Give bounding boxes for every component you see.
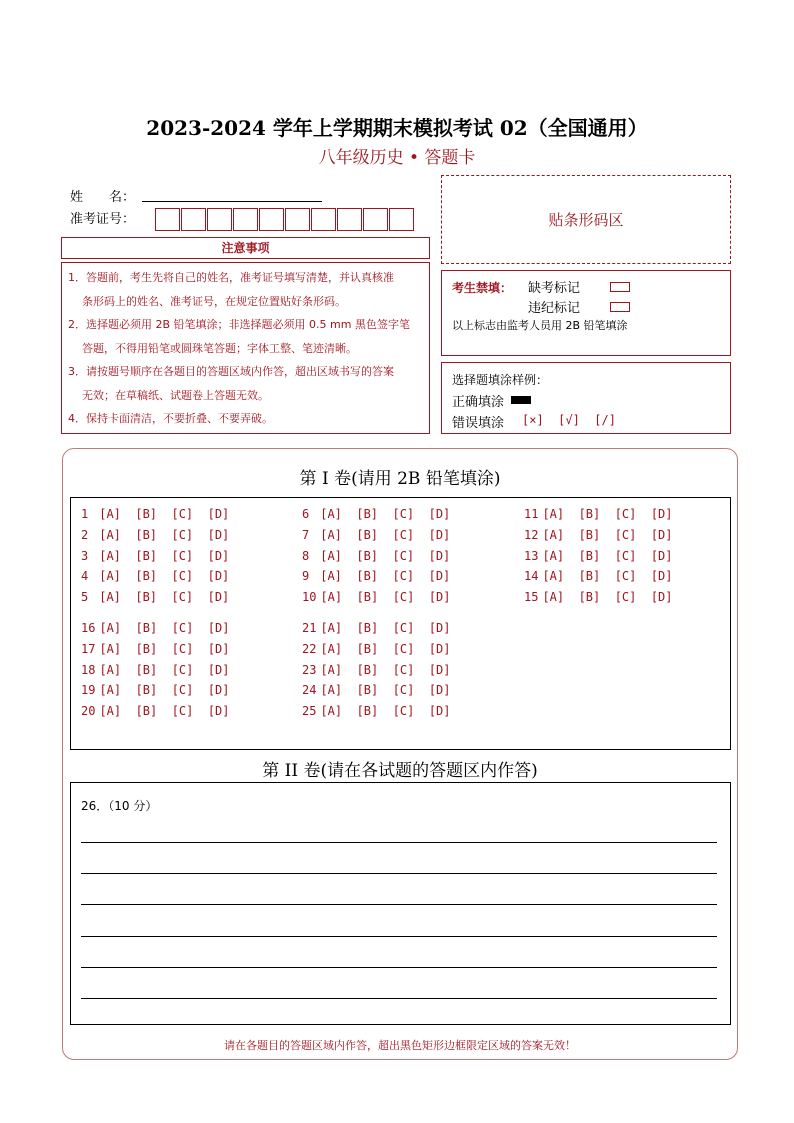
- id-digit-box[interactable]: [337, 208, 362, 231]
- choice-question-19[interactable]: [81, 683, 230, 697]
- section2-title: 第 II 卷(请在各试题的答题区内作答): [262, 761, 538, 781]
- fill-sample-box: [441, 362, 731, 434]
- question-number: 7: [302, 527, 310, 542]
- option-bubbles[interactable]: [A] [B] [C] [D]: [320, 527, 451, 542]
- id-digit-box[interactable]: [155, 208, 180, 231]
- question-number: 1: [81, 507, 89, 521]
- notice-line: 无效；在草稿纸、试题卷上答题无效。: [82, 388, 269, 402]
- choice-question-17[interactable]: [81, 642, 230, 656]
- footer-warning: 请在各题目的答题区域内作答，超出黑色矩形边框限定区域的答案无效！: [224, 1039, 576, 1052]
- question-number: 4: [81, 569, 89, 584]
- choice-question-18[interactable]: [81, 663, 230, 677]
- id-digit-box[interactable]: [233, 208, 258, 231]
- id-digit-box[interactable]: [285, 208, 310, 231]
- violation-label: 违纪标记: [528, 301, 581, 316]
- choice-question-8[interactable]: [302, 549, 450, 563]
- question-number: 25: [302, 704, 317, 719]
- fill-sample-label: 选择题填涂样例：: [452, 373, 549, 387]
- option-bubbles[interactable]: [A] [B] [C] [D]: [320, 569, 451, 584]
- choice-question-4[interactable]: [81, 569, 229, 583]
- section1-title: 第 I 卷(请用 2B 铅笔填涂): [299, 469, 501, 489]
- option-bubbles[interactable]: [A] [B] [C] [D]: [99, 527, 230, 542]
- barcode-label: 贴条形码区: [548, 211, 624, 229]
- option-bubbles[interactable]: [A] [B] [C] [D]: [320, 641, 451, 656]
- choice-question-23[interactable]: [302, 663, 451, 677]
- id-digit-box[interactable]: [181, 208, 206, 231]
- choice-question-1[interactable]: [81, 507, 229, 521]
- choice-question-3[interactable]: [81, 549, 229, 563]
- choice-question-14[interactable]: [524, 569, 673, 583]
- question-number: 21: [302, 621, 317, 635]
- name-field[interactable]: [142, 201, 322, 202]
- answer-line[interactable]: [81, 936, 717, 937]
- option-bubbles[interactable]: [A] [B] [C] [D]: [320, 683, 451, 698]
- answer-line[interactable]: [81, 873, 717, 874]
- answer-line[interactable]: [81, 998, 717, 999]
- choice-question-25[interactable]: [302, 704, 451, 718]
- answer-card-subtitle: 八年级历史 • 答题卡: [318, 148, 476, 168]
- absent-label: 缺考标记: [528, 281, 581, 296]
- choice-question-16[interactable]: [81, 621, 230, 635]
- name-label: 姓 名：: [70, 190, 136, 205]
- notice-line: 条形码上的姓名、准考证号，在规定位置贴好条形码。: [82, 294, 346, 308]
- id-digit-box[interactable]: [311, 208, 336, 231]
- choice-question-21[interactable]: [302, 621, 451, 635]
- question-number: 12: [524, 527, 539, 542]
- option-bubbles[interactable]: [A] [B] [C] [D]: [320, 507, 451, 521]
- option-bubbles[interactable]: [A] [B] [C] [D]: [320, 590, 451, 605]
- choice-question-5[interactable]: [81, 590, 229, 604]
- id-digit-box[interactable]: [207, 208, 232, 231]
- essay-answer-box: [70, 782, 731, 1025]
- choice-question-13[interactable]: [524, 549, 673, 563]
- answer-line[interactable]: [81, 904, 717, 905]
- question-number: 17: [81, 641, 96, 656]
- answer-line[interactable]: [81, 842, 717, 843]
- notice-line: 2．选择题必须用 2B 铅笔填涂；非选择题必须用 0.5 mm 黑色签字笔: [68, 318, 410, 331]
- option-bubbles[interactable]: [A] [B] [C] [D]: [542, 569, 673, 584]
- option-bubbles[interactable]: [A] [B] [C] [D]: [99, 683, 230, 698]
- notice-heading: 注意事项: [61, 237, 430, 259]
- option-bubbles[interactable]: [A] [B] [C] [D]: [99, 569, 230, 584]
- correct-fill-label: 正确填涂: [452, 395, 505, 410]
- choice-question-12[interactable]: [524, 528, 673, 542]
- question-number: 18: [81, 662, 96, 677]
- choice-question-10[interactable]: [302, 590, 451, 604]
- question-number: 23: [302, 662, 317, 677]
- question-number: 11: [524, 507, 539, 521]
- question-number: 5: [81, 590, 89, 605]
- id-digit-box[interactable]: [363, 208, 388, 231]
- question-number: 10: [302, 590, 317, 605]
- question-number: 20: [81, 704, 96, 719]
- question-26-label: 26．（10 分）: [81, 799, 158, 813]
- choice-question-15[interactable]: [524, 590, 673, 604]
- question-number: 24: [302, 683, 317, 698]
- option-bubbles[interactable]: [A] [B] [C] [D]: [320, 548, 451, 563]
- option-bubbles[interactable]: [A] [B] [C] [D]: [320, 704, 451, 719]
- forbidden-note: 以上标志由监考人员用 2B 铅笔填涂: [452, 319, 628, 332]
- exam-id-boxes[interactable]: [155, 208, 415, 231]
- option-bubbles[interactable]: [A] [B] [C] [D]: [99, 662, 230, 677]
- option-bubbles[interactable]: [A] [B] [C] [D]: [542, 527, 673, 542]
- option-bubbles[interactable]: [A] [B] [C] [D]: [99, 704, 230, 719]
- question-number: 22: [302, 641, 317, 656]
- choice-answer-box: [70, 497, 731, 750]
- question-number: 2: [81, 527, 89, 542]
- notice-box: [61, 262, 430, 434]
- id-digit-box[interactable]: [259, 208, 284, 231]
- question-number: 15: [524, 590, 539, 605]
- forbidden-box: [441, 270, 731, 356]
- question-number: 19: [81, 683, 96, 698]
- exam-id-label: 准考证号：: [70, 212, 136, 227]
- choice-question-9[interactable]: [302, 569, 450, 583]
- wrong-fill-samples: [×] [√] [/]: [522, 413, 616, 427]
- choice-question-20[interactable]: [81, 704, 230, 718]
- notice-line: 4．保持卡面清洁，不要折叠、不要弄破。: [68, 412, 273, 425]
- option-bubbles[interactable]: [A] [B] [C] [D]: [320, 662, 451, 677]
- question-number: 14: [524, 569, 539, 584]
- notice-line: 答题，不得用铅笔或圆珠笔答题；字体工整、笔迹清晰。: [82, 341, 357, 355]
- option-bubbles[interactable]: [A] [B] [C] [D]: [542, 507, 673, 521]
- question-number: 3: [81, 548, 89, 563]
- choice-question-11[interactable]: [524, 507, 673, 521]
- wrong-fill-label: 错误填涂: [452, 416, 505, 431]
- option-bubbles[interactable]: [A] [B] [C] [D]: [99, 621, 230, 635]
- violation-mark-box[interactable]: [610, 302, 630, 312]
- question-number: 8: [302, 548, 310, 563]
- question-number: 16: [81, 621, 96, 635]
- choice-question-24[interactable]: [302, 683, 451, 697]
- notice-line: 1．答题前，考生先将自己的姓名，准考证号填写清楚，并认真核准: [68, 271, 394, 284]
- choice-question-6[interactable]: [302, 507, 450, 521]
- option-bubbles[interactable]: [A] [B] [C] [D]: [99, 507, 230, 521]
- question-number: 9: [302, 569, 310, 584]
- correct-fill-sample: [511, 396, 531, 404]
- question-number: 13: [524, 548, 539, 563]
- id-digit-box[interactable]: [389, 208, 414, 231]
- option-bubbles[interactable]: [A] [B] [C] [D]: [99, 548, 230, 563]
- option-bubbles[interactable]: [A] [B] [C] [D]: [99, 590, 230, 605]
- option-bubbles[interactable]: [A] [B] [C] [D]: [320, 621, 451, 635]
- question-number: 6: [302, 507, 310, 521]
- choice-question-22[interactable]: [302, 642, 451, 656]
- option-bubbles[interactable]: [A] [B] [C] [D]: [542, 590, 673, 605]
- option-bubbles[interactable]: [A] [B] [C] [D]: [99, 641, 230, 656]
- forbidden-label: 考生禁填：: [452, 281, 513, 295]
- absent-mark-box[interactable]: [610, 282, 630, 292]
- answer-line[interactable]: [81, 967, 717, 968]
- notice-line: 3．请按题号顺序在各题目的答题区域内作答，超出区域书写的答案: [68, 365, 394, 378]
- choice-question-2[interactable]: [81, 528, 229, 542]
- exam-title: 2023-2024 学年上学期期末模拟考试 02（全国通用）: [146, 116, 648, 140]
- barcode-area: [441, 175, 731, 264]
- option-bubbles[interactable]: [A] [B] [C] [D]: [542, 548, 673, 563]
- choice-question-7[interactable]: [302, 528, 450, 542]
